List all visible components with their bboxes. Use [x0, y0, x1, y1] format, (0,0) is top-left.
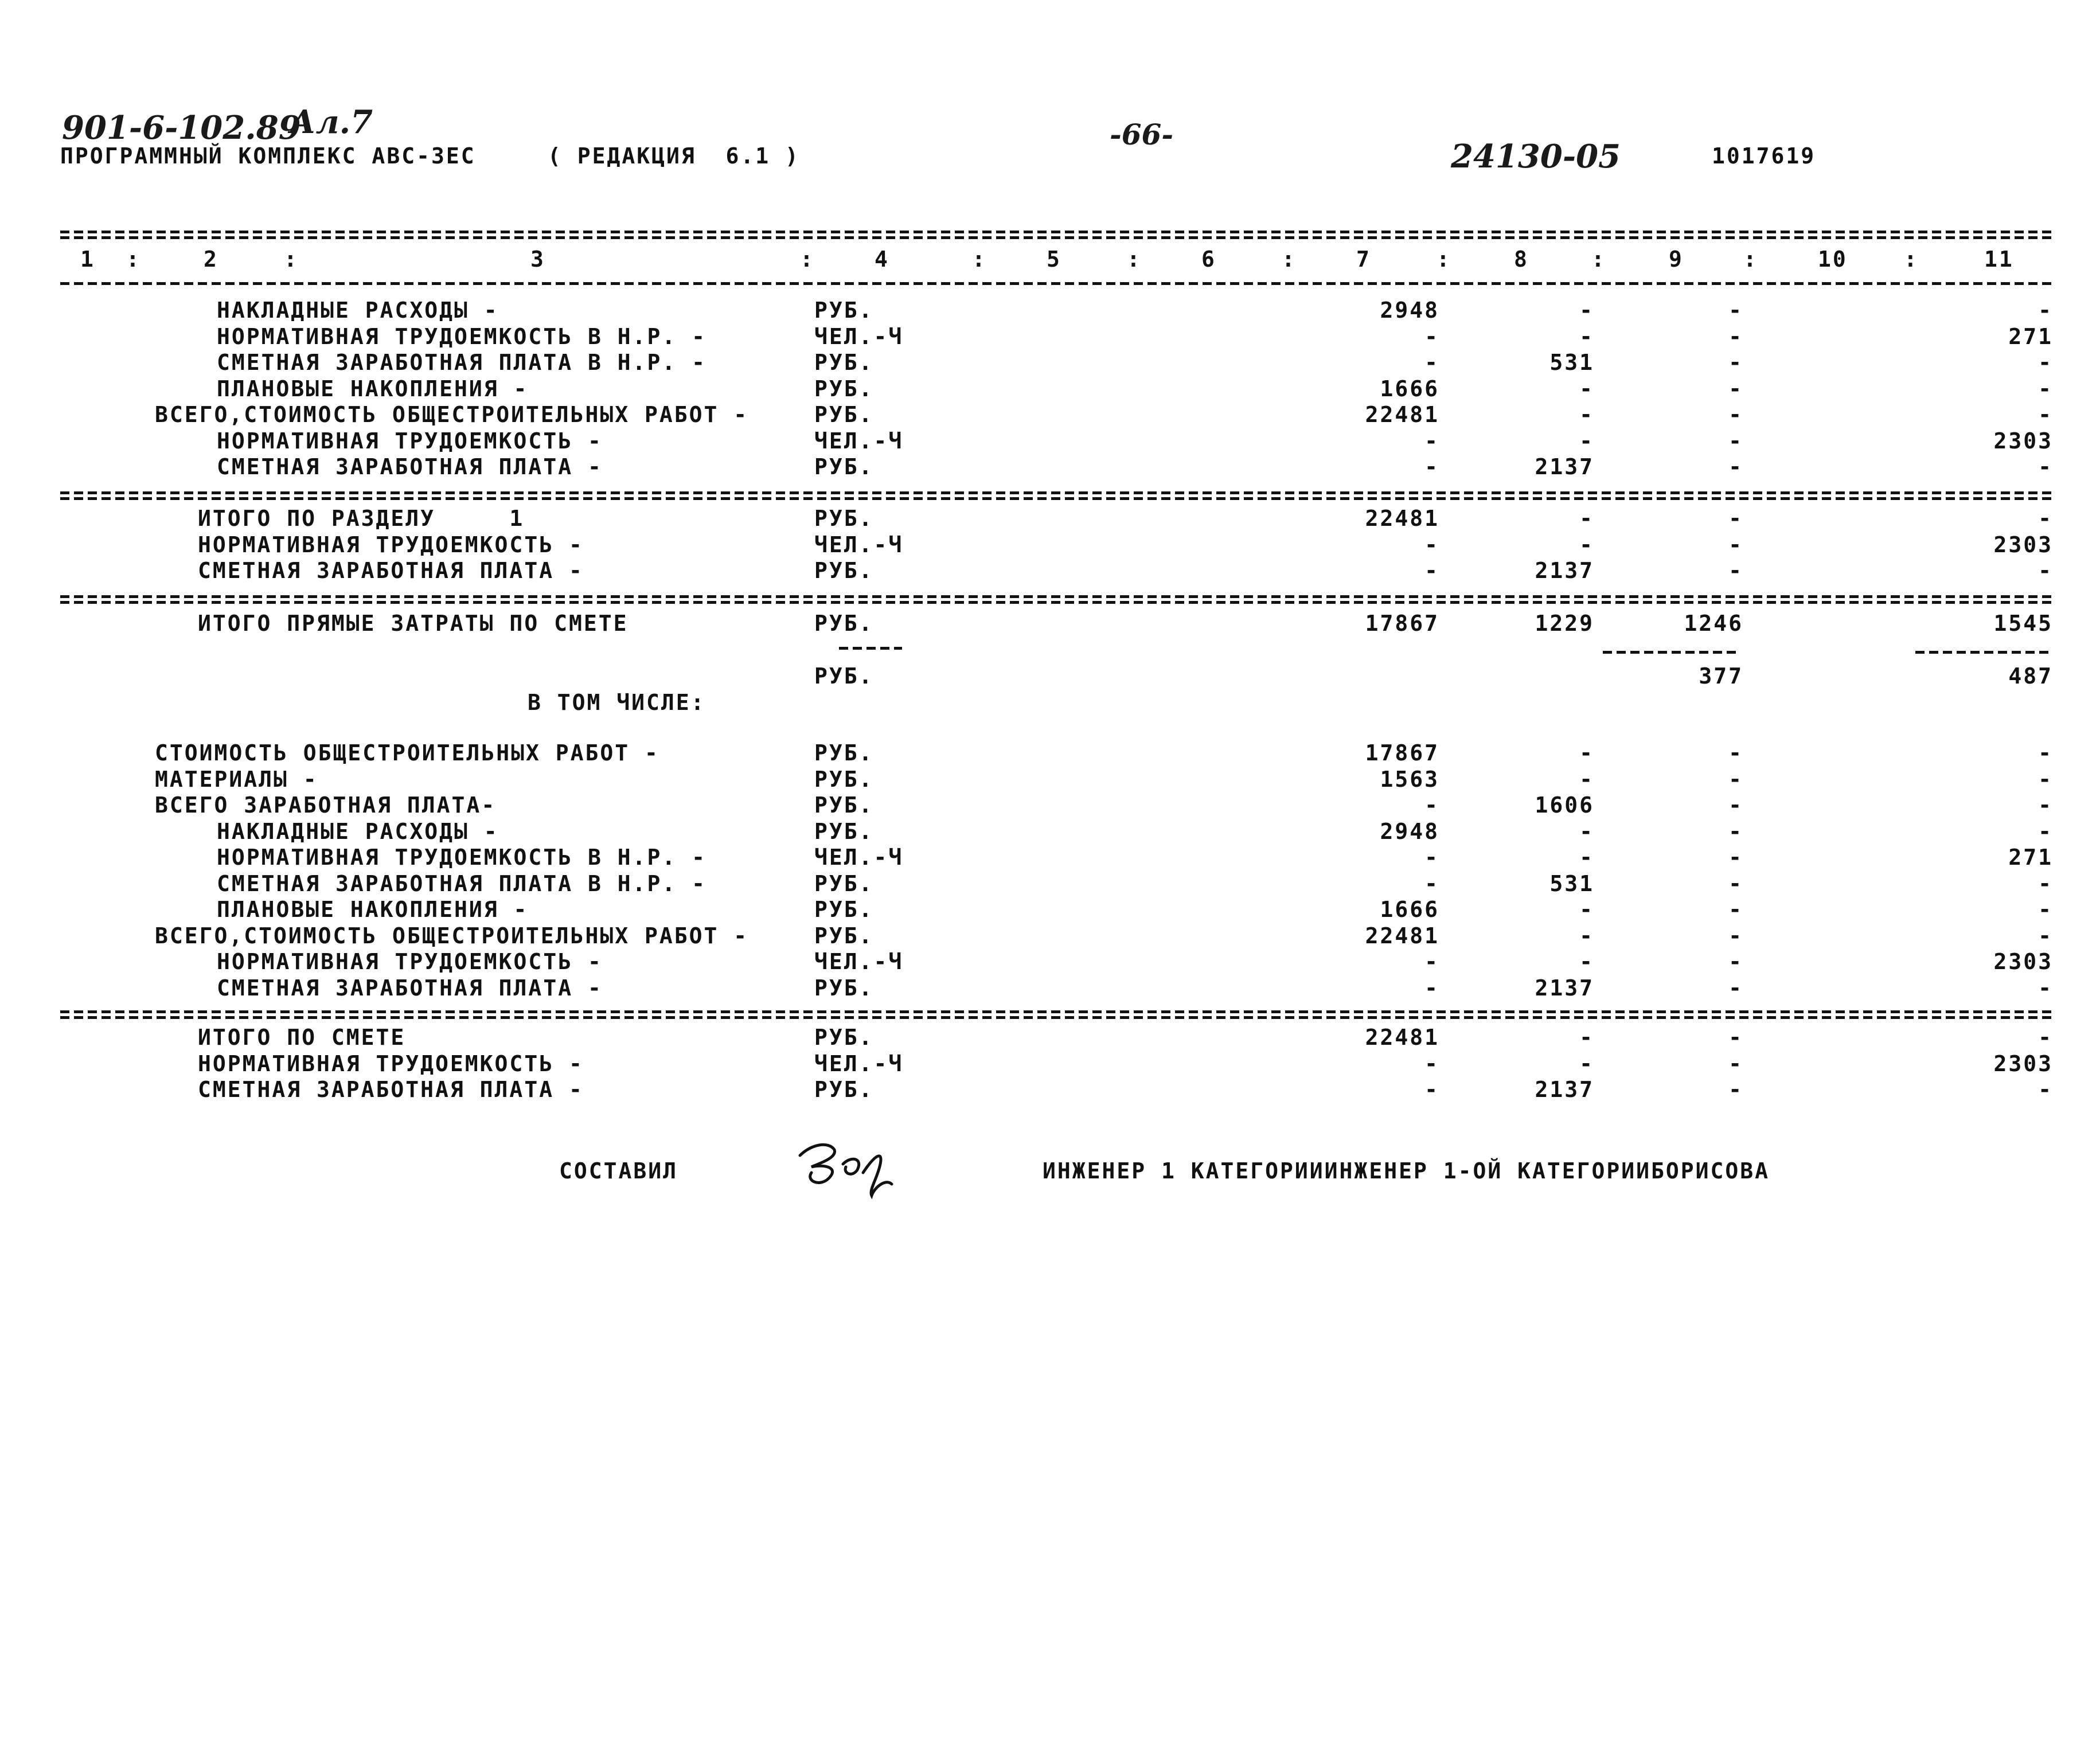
row-col-7: - [1424, 1077, 1439, 1102]
direct-costs-c11b: 487 [2008, 663, 2053, 689]
row-label: СМЕТНАЯ ЗАРАБОТНАЯ ПЛАТА - [217, 454, 603, 479]
row-col-11: - [2038, 402, 2053, 427]
row-col-11: - [2038, 792, 2053, 818]
column-header-1: 1 [80, 247, 95, 272]
row-unit: РУБ. [814, 298, 874, 323]
row-col-7: - [1424, 975, 1439, 1001]
row-col-11: - [2038, 376, 2053, 401]
row-col-8: 2137 [1535, 1077, 1594, 1102]
row-col-8: 2137 [1535, 558, 1594, 583]
row-col-11: 271 [2008, 845, 2053, 870]
row-col-11: - [2038, 350, 2053, 375]
row-col-8: - [1579, 402, 1594, 427]
row-unit: РУБ. [814, 792, 874, 818]
column-header-10: 10 [1818, 247, 1848, 272]
table-row [0, 430, 2100, 456]
row-col-7: 22481 [1365, 1025, 1439, 1050]
row-col-8: 531 [1549, 870, 1594, 896]
row-col-9: - [1728, 298, 1743, 323]
table-row [0, 352, 2100, 378]
row-unit: ЧЕЛ.-Ч [814, 323, 904, 349]
row-col-9: - [1728, 428, 1743, 454]
direct-costs-c11: 1545 [1993, 611, 2053, 636]
direct-costs-label: ИТОГО ПРЯМЫЕ ЗАТРАТЫ ПО СМЕТЕ [198, 611, 629, 636]
row-col-9: - [1728, 792, 1743, 818]
row-col-9: - [1728, 506, 1743, 531]
row-unit: РУБ. [814, 376, 874, 401]
row-col-9: - [1728, 975, 1743, 1001]
row-col-11: - [2038, 506, 2053, 531]
direct-costs-unit-2: РУБ. [814, 663, 874, 689]
direct-costs-row [0, 612, 2100, 639]
row-col-8: - [1579, 923, 1594, 948]
row-col-8: - [1579, 766, 1594, 792]
row-col-8: - [1579, 376, 1594, 401]
signature-image [789, 1133, 903, 1201]
direct-costs-unit: РУБ. [814, 611, 874, 636]
row-col-11: - [2038, 975, 2053, 1001]
row-col-8: - [1579, 532, 1594, 557]
column-separator: : [972, 247, 987, 272]
including-label: В ТОМ ЧИСЛЕ: [528, 690, 706, 715]
row-unit: РУБ. [814, 923, 874, 948]
column-header-11: 11 [1984, 247, 2014, 272]
rule-after-block1-2 [60, 497, 2056, 500]
row-col-11: - [2038, 818, 2053, 844]
column-separator: : [284, 247, 299, 272]
row-col-11: 2303 [1993, 1051, 2053, 1076]
row-label: НОРМАТИВНАЯ ТРУДОЕМКОСТЬ - [217, 949, 603, 974]
row-label: СМЕТНАЯ ЗАРАБОТНАЯ ПЛАТА - [198, 1077, 584, 1102]
row-col-11: - [2038, 766, 2053, 792]
row-col-7: - [1424, 350, 1439, 375]
row-unit: ЧЕЛ.-Ч [814, 845, 904, 870]
row-col-9: - [1728, 454, 1743, 479]
table-row [0, 507, 2100, 534]
row-col-11: - [2038, 1077, 2053, 1102]
row-unit: ЧЕЛ.-Ч [814, 428, 904, 454]
row-col-7: 22481 [1365, 402, 1439, 427]
row-col-9: - [1728, 897, 1743, 922]
rule-top [60, 231, 2056, 233]
column-separator: : [1591, 247, 1606, 272]
table-row [0, 794, 2100, 821]
row-col-9: - [1728, 766, 1743, 792]
rule-after-block1 [60, 491, 2056, 494]
row-label: СТОИМОСТЬ ОБЩЕСТРОИТЕЛЬНЫХ РАБОТ - [155, 740, 659, 766]
album-mark: Ал.7 [290, 103, 373, 141]
row-label: НОРМАТИВНАЯ ТРУДОЕМКОСТЬ - [198, 532, 584, 557]
row-unit: РУБ. [814, 506, 874, 531]
column-separator: : [126, 247, 141, 272]
row-unit: РУБ. [814, 454, 874, 479]
table-row [0, 1079, 2100, 1105]
table-row [0, 846, 2100, 873]
compiler-position: ИНЖЕНЕР 1 КАТЕГОРИИИНЖЕНЕР 1-ОЙ КАТЕГОРИИБОРИСОВА [1043, 1158, 1770, 1184]
row-col-11: - [2038, 1025, 2053, 1050]
row-col-9: - [1728, 1051, 1743, 1076]
row-col-8: - [1579, 897, 1594, 922]
direct-costs-c7: 17867 [1365, 611, 1439, 636]
row-col-7: - [1424, 870, 1439, 896]
row-col-7: - [1424, 428, 1439, 454]
row-col-9: - [1728, 558, 1743, 583]
row-label: НАКЛАДНЫЕ РАСХОДЫ - [217, 818, 499, 844]
row-col-7: - [1424, 532, 1439, 557]
column-separator: : [800, 247, 815, 272]
row-unit: РУБ. [814, 558, 874, 583]
row-unit: ЧЕЛ.-Ч [814, 949, 904, 974]
column-header-8: 8 [1514, 247, 1529, 272]
row-col-8: 2137 [1535, 975, 1594, 1001]
direct-costs-c9b: 377 [1699, 663, 1743, 689]
row-col-7: 22481 [1365, 506, 1439, 531]
table-row [0, 818, 2100, 847]
direct-costs-c8: 1229 [1535, 611, 1594, 636]
unit-underline [839, 647, 902, 650]
column-header-3: 3 [530, 247, 545, 272]
direct-costs-c9: 1246 [1684, 611, 1743, 636]
row-col-9: - [1728, 923, 1743, 948]
row-col-7: - [1424, 1051, 1439, 1076]
table-row [0, 1053, 2100, 1079]
row-col-7: - [1424, 454, 1439, 479]
column-separator: : [1127, 247, 1142, 272]
row-col-7: 1666 [1380, 897, 1439, 922]
column-header-4: 4 [875, 247, 889, 272]
c9-underline [1603, 651, 1740, 654]
row-label: СМЕТНАЯ ЗАРАБОТНАЯ ПЛАТА - [217, 975, 603, 1001]
row-col-9: - [1728, 323, 1743, 349]
row-col-8: - [1579, 1025, 1594, 1050]
row-col-9: - [1728, 376, 1743, 401]
row-label: ИТОГО ПО РАЗДЕЛУ 1 [198, 506, 525, 531]
row-col-7: 1666 [1380, 376, 1439, 401]
page-number: -66- [1110, 118, 1174, 151]
table-row [0, 925, 2100, 951]
row-col-9: - [1728, 818, 1743, 844]
row-label: НОРМАТИВНАЯ ТРУДОЕМКОСТЬ В Н.Р. - [217, 845, 706, 870]
rule-top-2 [60, 236, 2056, 239]
row-col-11: - [2038, 897, 2053, 922]
column-header-6: 6 [1201, 247, 1216, 272]
row-col-8: - [1579, 818, 1594, 844]
table-row [0, 534, 2100, 560]
rule-after-block2 [60, 595, 2056, 598]
row-col-7: - [1424, 845, 1439, 870]
table-row [0, 977, 2100, 1004]
row-unit: РУБ. [814, 740, 874, 766]
row-col-11: - [2038, 740, 2053, 766]
row-label: НОРМАТИВНАЯ ТРУДОЕМКОСТЬ В Н.Р. - [217, 323, 706, 349]
document-code: 901-6-102.89 [62, 109, 301, 147]
estimate-number: 24130-05 [1451, 138, 1621, 175]
rule-header-bottom [60, 282, 2056, 285]
row-label: СМЕТНАЯ ЗАРАБОТНАЯ ПЛАТА В Н.Р. - [217, 870, 706, 896]
row-col-7: 2948 [1380, 298, 1439, 323]
row-col-11: 2303 [1993, 949, 2053, 974]
row-col-9: - [1728, 1025, 1743, 1050]
row-col-8: - [1579, 949, 1594, 974]
row-col-7: 2948 [1380, 818, 1439, 844]
row-col-7: 22481 [1365, 923, 1439, 948]
rule-after-block2-2 [60, 601, 2056, 604]
row-col-7: - [1424, 323, 1439, 349]
row-col-11: - [2038, 454, 2053, 479]
column-separator: : [1743, 247, 1758, 272]
row-col-9: - [1728, 845, 1743, 870]
row-col-9: - [1728, 870, 1743, 896]
table-row [0, 768, 2100, 795]
column-separator: : [1437, 247, 1451, 272]
row-col-11: - [2038, 298, 2053, 323]
row-unit: ЧЕЛ.-Ч [814, 532, 904, 557]
table-row [0, 870, 2100, 899]
rule-after-block3 [60, 1010, 2056, 1013]
document-id: 1017619 [1712, 143, 1816, 169]
row-label: СМЕТНАЯ ЗАРАБОТНАЯ ПЛАТА В Н.Р. - [217, 350, 706, 375]
row-unit: РУБ. [814, 766, 874, 792]
rule-after-block3-2 [60, 1016, 2056, 1019]
row-label: ВСЕГО ЗАРАБОТНАЯ ПЛАТА- [155, 792, 497, 818]
row-col-9: - [1728, 532, 1743, 557]
row-label: ВСЕГО,СТОИМОСТЬ ОБЩЕСТРОИТЕЛЬНЫХ РАБОТ - [155, 923, 749, 948]
row-label: НОРМАТИВНАЯ ТРУДОЕМКОСТЬ - [198, 1051, 584, 1076]
column-separator: : [1904, 247, 1919, 272]
row-col-11: - [2038, 558, 2053, 583]
row-col-8: 2137 [1535, 454, 1594, 479]
row-col-7: - [1424, 949, 1439, 974]
row-unit: РУБ. [814, 1077, 874, 1102]
row-col-8: - [1579, 506, 1594, 531]
compiled-by-label: СОСТАВИЛ [559, 1158, 678, 1184]
column-header-9: 9 [1669, 247, 1684, 272]
row-col-11: - [2038, 870, 2053, 896]
row-unit: РУБ. [814, 870, 874, 896]
row-col-11: - [2038, 923, 2053, 948]
row-label: ВСЕГО,СТОИМОСТЬ ОБЩЕСТРОИТЕЛЬНЫХ РАБОТ - [155, 402, 749, 427]
row-col-7: 1563 [1380, 766, 1439, 792]
direct-costs-row-2 [0, 665, 2100, 692]
row-unit: ЧЕЛ.-Ч [814, 1051, 904, 1076]
row-col-7: - [1424, 558, 1439, 583]
table-row [0, 456, 2100, 482]
edition-label: ( РЕДАКЦИЯ 6.1 ) [548, 143, 800, 169]
column-header-7: 7 [1356, 247, 1371, 272]
table-row [0, 299, 2100, 326]
row-unit: РУБ. [814, 818, 874, 844]
program-title: ПРОГРАММНЫЙ КОМПЛЕКС АВС-3ЕС [60, 143, 476, 169]
row-unit: РУБ. [814, 1025, 874, 1050]
row-col-11: 2303 [1993, 428, 2053, 454]
row-col-8: 531 [1549, 350, 1594, 375]
row-col-8: 1606 [1535, 792, 1594, 818]
row-unit: РУБ. [814, 402, 874, 427]
table-row [0, 742, 2100, 768]
row-col-9: - [1728, 740, 1743, 766]
row-col-11: 2303 [1993, 532, 2053, 557]
row-unit: РУБ. [814, 350, 874, 375]
table-row [0, 560, 2100, 586]
row-label: ИТОГО ПО СМЕТЕ [198, 1025, 406, 1050]
c11-underline [1915, 651, 2053, 654]
row-col-7: 17867 [1365, 740, 1439, 766]
table-row [0, 404, 2100, 430]
row-unit: РУБ. [814, 975, 874, 1001]
row-col-11: 271 [2008, 323, 2053, 349]
row-col-8: - [1579, 298, 1594, 323]
row-col-8: - [1579, 740, 1594, 766]
row-col-7: - [1424, 792, 1439, 818]
row-label: ПЛАНОВЫЕ НАКОПЛЕНИЯ - [217, 897, 529, 922]
row-label: ПЛАНОВЫЕ НАКОПЛЕНИЯ - [217, 376, 529, 401]
row-label: НАКЛАДНЫЕ РАСХОДЫ - [217, 298, 499, 323]
table-row [0, 378, 2100, 404]
row-col-8: - [1579, 1051, 1594, 1076]
row-col-9: - [1728, 1077, 1743, 1102]
column-separator: : [1282, 247, 1297, 272]
row-col-9: - [1728, 402, 1743, 427]
row-label: НОРМАТИВНАЯ ТРУДОЕМКОСТЬ - [217, 428, 603, 454]
table-row [0, 1026, 2100, 1053]
row-col-8: - [1579, 428, 1594, 454]
row-col-8: - [1579, 323, 1594, 349]
table-row [0, 899, 2100, 925]
row-col-9: - [1728, 350, 1743, 375]
column-header-2: 2 [204, 247, 218, 272]
row-label: МАТЕРИАЛЫ - [155, 766, 318, 792]
row-label: СМЕТНАЯ ЗАРАБОТНАЯ ПЛАТА - [198, 558, 584, 583]
row-col-9: - [1728, 949, 1743, 974]
table-row [0, 951, 2100, 977]
row-col-8: - [1579, 845, 1594, 870]
row-unit: РУБ. [814, 897, 874, 922]
table-row [0, 323, 2100, 352]
column-header-5: 5 [1047, 247, 1061, 272]
